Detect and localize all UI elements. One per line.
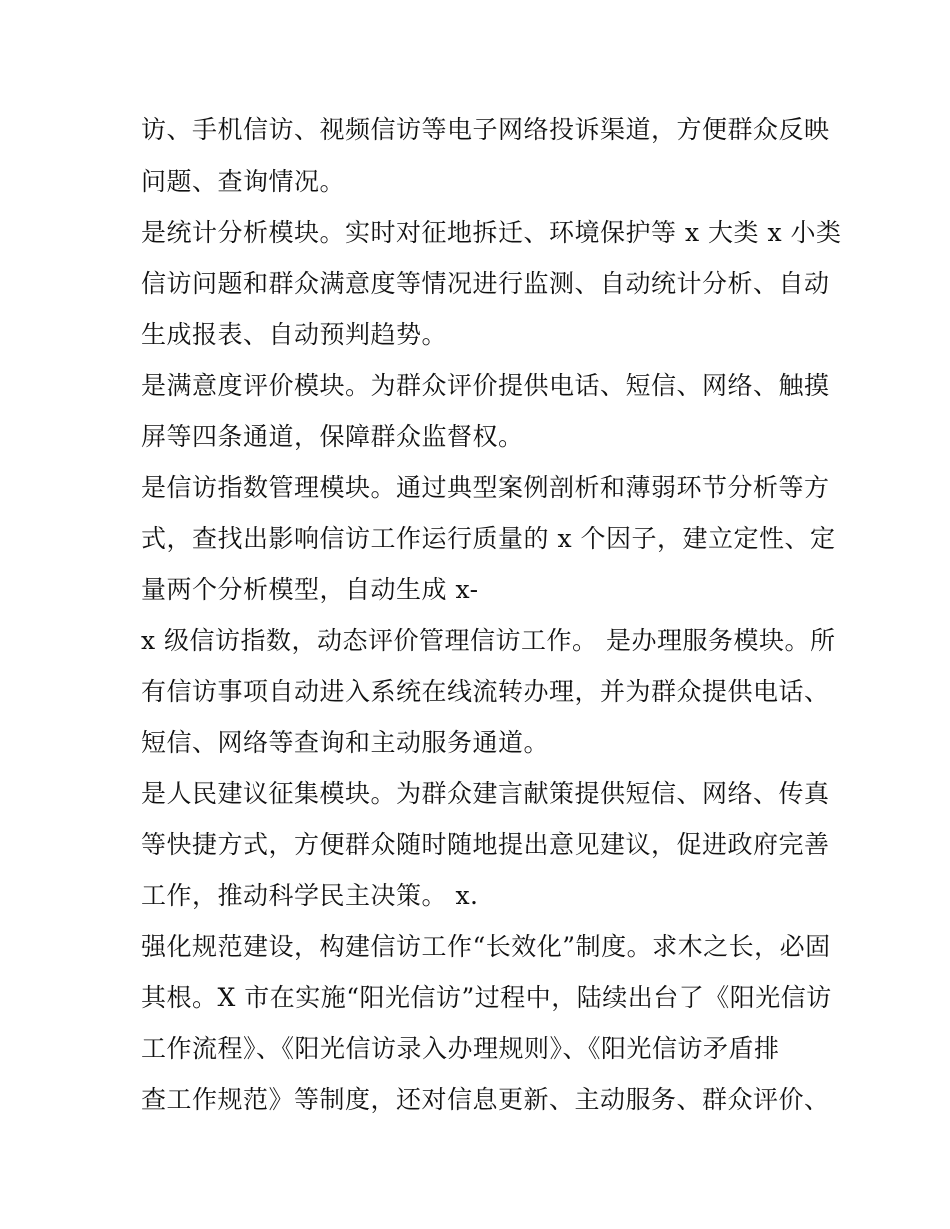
text-line: 信访问题和群众满意度等情况进行监测、自动统计分析、自动 [141,269,830,298]
text-line: 问题、查询情况。 [141,167,346,196]
text-line: 是统计分析模块。实时对征地拆迁、环境保护等 x 大类 x 小类 [141,218,842,247]
text-line: 量两个分析模型，自动生成 x- [141,575,479,604]
text-line: 强化规范建设，构建信访工作“长效化”制度。求木之长，必固 [141,932,831,961]
text-line: 有信访事项自动进入系统在线流转办理，并为群众提供电话、 [141,677,830,706]
text-line: 访、手机信访、视频信访等电子网络投诉渠道，方便群众反映 [141,115,830,144]
text-line: 屏等四条通道，保障群众监督权。 [141,422,524,451]
text-line: 工作流程》、《阳光信访录入办理规则》、《阳光信访矛盾排 [141,1034,780,1063]
text-line: x 级信访指数，动态评价管理信访工作。 是办理服务模块。所 [141,626,836,655]
text-line: 生成报表、自动预判趋势。 [141,320,448,349]
text-line: 是人民建议征集模块。为群众建言献策提供短信、网络、传真 [141,779,830,808]
text-line: 工作，推动科学民主决策。 x. [141,881,479,910]
text-line: 是信访指数管理模块。通过典型案例剖析和薄弱环节分析等方 [141,473,830,502]
text-line: 是满意度评价模块。为群众评价提供电话、短信、网络、触摸 [141,371,830,400]
text-line: 查工作规范》等制度，还对信息更新、主动服务、群众评价、 [141,1085,830,1114]
text-line: 等快捷方式，方便群众随时随地提出意见建议，促进政府完善 [141,830,830,859]
text-line: 其根。X 市在实施“阳光信访”过程中，陆续出台了《阳光信访 [141,983,832,1012]
text-line: 短信、网络等查询和主动服务通道。 [141,728,550,757]
text-line: 式，查找出影响信访工作运行质量的 x 个因子，建立定性、定 [141,524,836,553]
